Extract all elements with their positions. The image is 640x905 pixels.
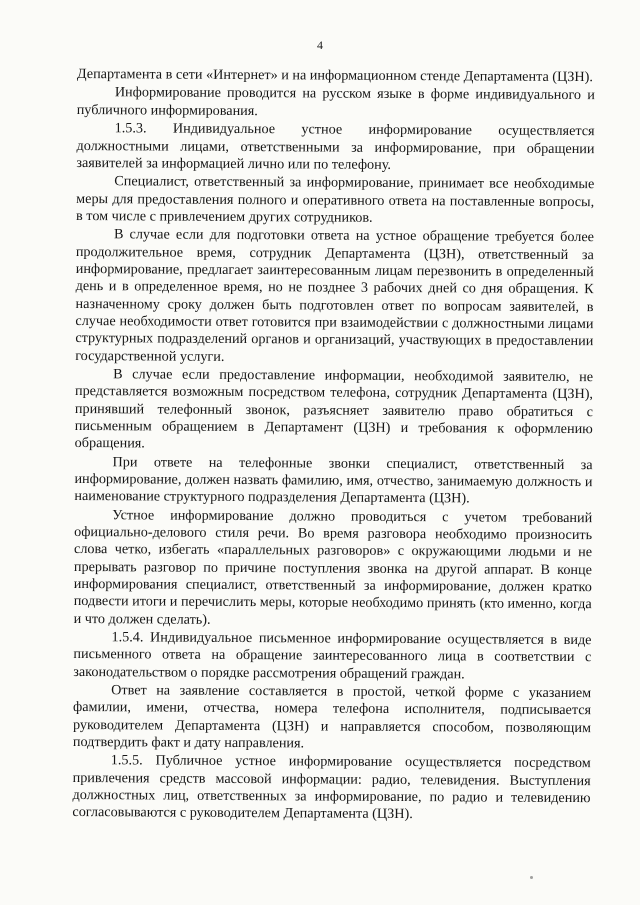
paragraph: При ответе на телефонные звонки специалист, ответственный за информирование, должен назвать фамилию, имя, отчество, занимаемую должность и наименование структурного подразделения Департамента (ЦЗН). [74, 453, 593, 507]
paragraph: Устное информирование должно проводиться с учетом требований официально-делового стиля речи. Во время разговора необходимо произносить слова четко, избегать «параллельных разговоров» с окружающими людьми и не прерывать разговор по причине поступления звонка на другой аппарат. В конце информирования специалист, ответственный за информирование, должен кратко подвести итоги и перечислить меры, которые необходимо принять (кто именно, когда и что должен сделать). [73, 506, 593, 628]
paragraph: Информирование проводится на русском языке в форме индивидуального и публичного информирования. [76, 84, 595, 119]
document-body [72, 66, 595, 826]
paragraph-1-5-5: 1.5.5. Публичное устное информирование осуществляется посредством привлечения средств массовой информации: радио, телевидения. Выступления должностных лиц, ответственных за информирование, по радио и телевидению согласовываются с руководителем Департамента (ЦЗН). [72, 752, 591, 823]
page-number: 4 [317, 38, 323, 52]
paragraph: Специалист, ответственный за информирование, принимает все необходимые меры для предоставления полного и оперативного ответа на поставленные вопросы, в том числе с привлечением других сотрудников. [76, 173, 595, 226]
paragraph: В случае если для подготовки ответа на устное обращение требуется более продолжительное время, сотрудник Департамента (ЦЗН), ответственный за информирование, предлагает заинтересованным лицам перезвонить в определенный день и в определенное время, но не позднее 3 рабочих дней со дня обращения. К назначенному сроку должен быть подготовлен ответ по вопросам заявителей, в случае необходимости ответ готовится при взаимодействии с должностными лицами структурных подразделений органов и организаций, участвующих в предоставлении государственной услуги. [75, 226, 595, 365]
paragraph-1-5-3: 1.5.3. Индивидуальное устное информирование осуществляется должностными лицами, ответственными за информирование, при обращении заявителей за информацией лично или по телефону. [76, 120, 595, 173]
scan-artifact [530, 876, 533, 879]
paragraph-1-5-4: 1.5.4. Индивидуальное письменное информирование осуществляется в виде письменного ответа на обращение заинтересованного лица в соответствии с законодательством о порядке рассмотрения обращений граждан. [73, 629, 592, 682]
paragraph-continuation: Департамента в сети «Интернет» и на информационном стенде Департамента (ЦЗН). [76, 66, 593, 86]
paragraph: Ответ на заявление составляется в простой, четкой форме с указанием фамилии, имени, отчества, номера телефона исполнителя, подписывается руководителем Департамента (ЦЗН) и направляется способом, позволяющим подтвердить факт и дату направления. [72, 682, 592, 752]
paragraph: В случае если предоставление информации, необходимой заявителю, не представляется возможным посредством телефона, сотрудник Департамента (ЦЗН), принявший телефонный звонок, разъясняет заявителю право обратиться с письменным обращением в Департамент (ЦЗН) и требования к оформлению обращения. [74, 366, 594, 452]
